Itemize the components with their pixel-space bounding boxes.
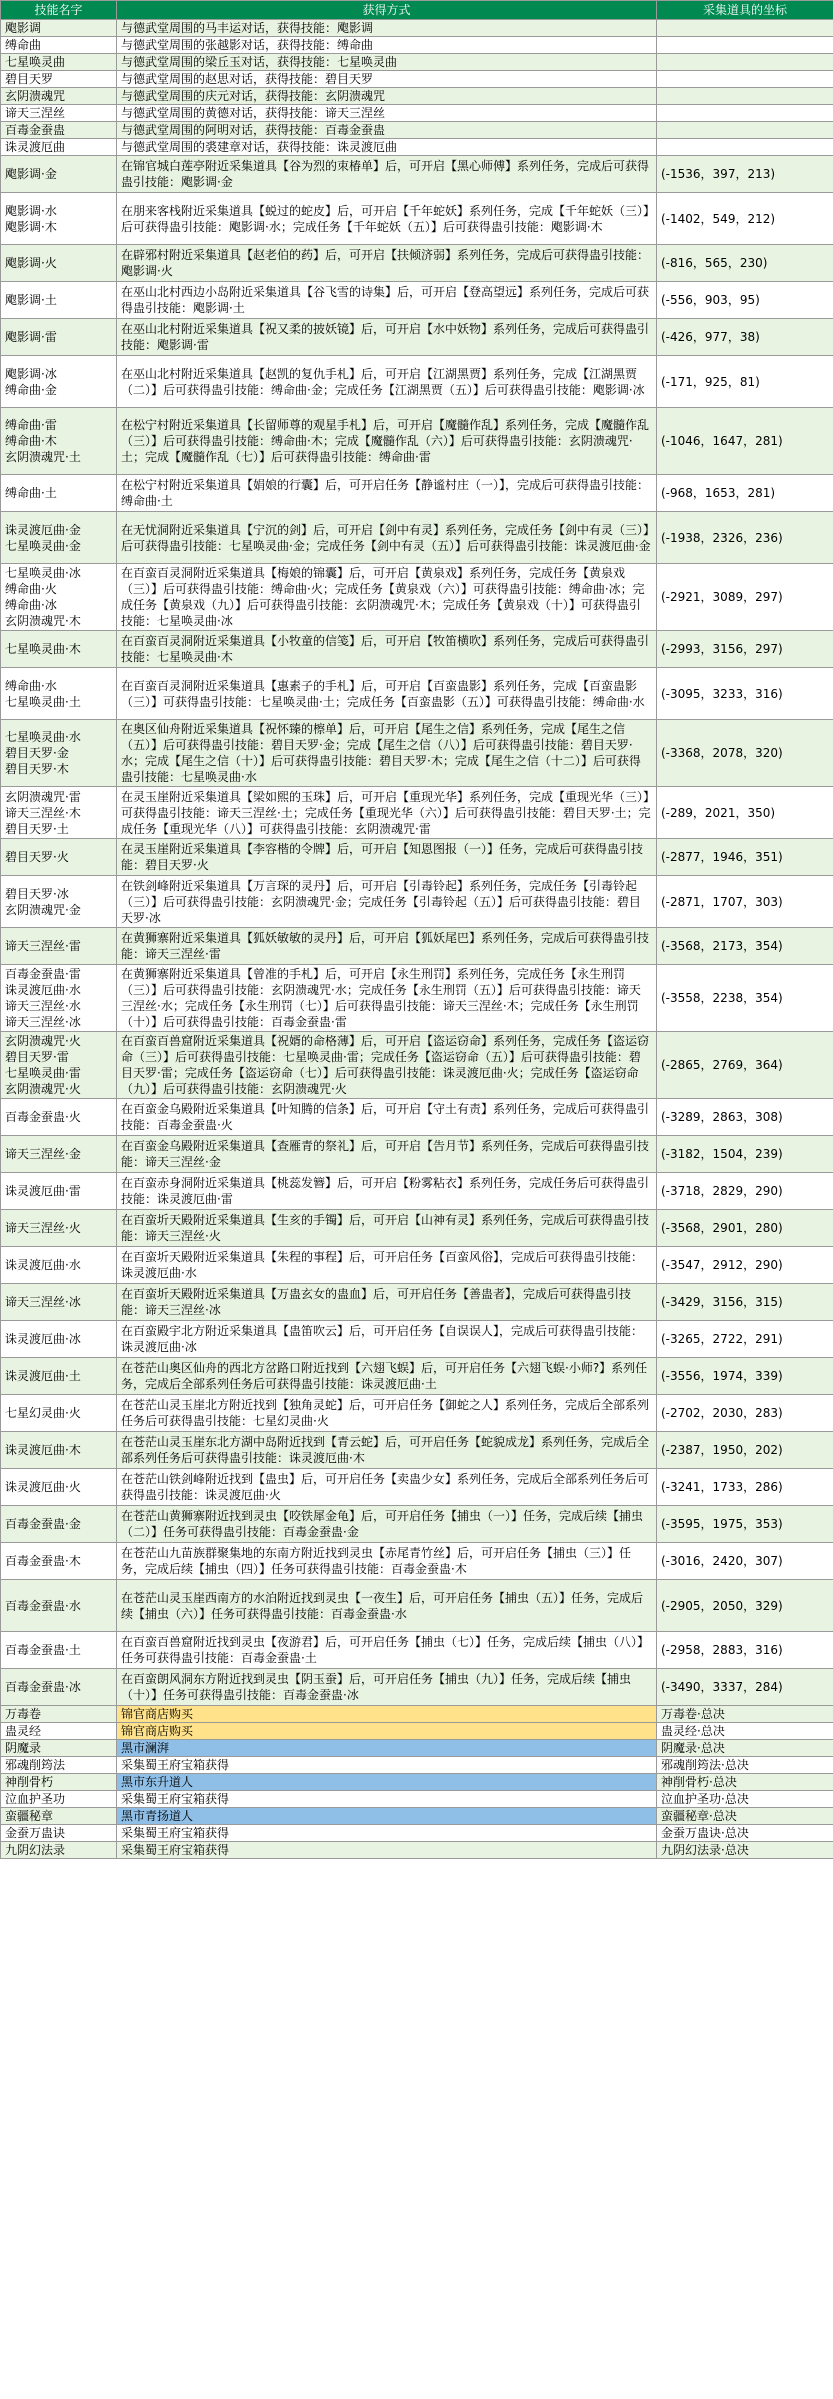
coords-cell: (-2865，2769，364): [657, 1032, 833, 1099]
coords-cell: (-3718，2829，290): [657, 1173, 833, 1210]
table-row: [1, 37, 833, 54]
method-cell: 在朋来客栈附近采集道具【蜕过的蛇皮】后，可开启【千年蛇妖】系列任务，完成【千年蛇妖（三）】后可获得蛊引技能：飑影调·水；完成任务【千年蛇妖（五）】后可获得蛊引技能：飑影调·木: [117, 193, 657, 245]
table-row: [1, 408, 833, 475]
table-row: [1, 1580, 833, 1632]
header-method: 获得方式: [117, 1, 657, 20]
skill-name-cell: 百毒金蚕蛊·雷 诛灵渡厄曲·水 谛天三涅丝·水 谛天三涅丝·冰: [1, 965, 117, 1032]
coords-cell: (-2871，1707，303): [657, 876, 833, 928]
table-row: [1, 1032, 833, 1099]
table-row: [1, 282, 833, 319]
skill-name-cell: 飑影调·冰 缚命曲·金: [1, 356, 117, 408]
skill-name-cell: 谛天三涅丝·冰: [1, 1284, 117, 1321]
coords-cell: (-3265，2722，291): [657, 1321, 833, 1358]
skill-name-cell: 谛天三涅丝: [1, 105, 117, 122]
skill-name-cell: 百毒金蚕蛊·冰: [1, 1669, 117, 1706]
table-row: [1, 928, 833, 965]
table-row: [1, 720, 833, 787]
table-row: [1, 1543, 833, 1580]
coords-cell: 蛊灵经·总决: [657, 1723, 833, 1740]
table-row: [1, 965, 833, 1032]
table-row: [1, 139, 833, 156]
coords-cell: (-3289，2863，308): [657, 1099, 833, 1136]
table-row: [1, 356, 833, 408]
coords-cell: (-1402，549，212): [657, 193, 833, 245]
table-row: [1, 1358, 833, 1395]
table-row: [1, 1173, 833, 1210]
method-cell: 在苍茫山灵玉崖北方附近找到【独角灵蛇】后，可开启任务【御蛇之人】系列任务，完成后全部系列任务后可获得蛊引技能：七星幻灵曲·火: [117, 1395, 657, 1432]
coords-cell: (-171，925，81): [657, 356, 833, 408]
coords-cell: (-2958，2883，316): [657, 1632, 833, 1669]
skill-name-cell: 七星唤灵曲·木: [1, 631, 117, 668]
skill-name-cell: 七星幻灵曲·火: [1, 1395, 117, 1432]
method-cell: 在百蛮圻天殿附近采集道具【朱程的事程】后，可开启任务【百蛮风俗】，完成后可获得蛊引技能：诛灵渡厄曲·水: [117, 1247, 657, 1284]
table-row: [1, 512, 833, 564]
table-row: [1, 71, 833, 88]
table-row: [1, 1774, 833, 1791]
skill-name-cell: 诛灵渡厄曲·金 七星唤灵曲·金: [1, 512, 117, 564]
coords-cell: (-3182，1504，239): [657, 1136, 833, 1173]
skill-name-cell: 诛灵渡厄曲·雷: [1, 1173, 117, 1210]
coords-cell: (-3556，1974，339): [657, 1358, 833, 1395]
method-cell: 与德武堂周围的庆元对话，获得技能：玄阴溃魂咒: [117, 88, 657, 105]
method-cell: 与德武堂周围的黄德对话，获得技能：谛天三涅丝: [117, 105, 657, 122]
header-skill-name: 技能名字: [1, 1, 117, 20]
coords-cell: (-816，565，230): [657, 245, 833, 282]
coords-cell: (-1046，1647，281): [657, 408, 833, 475]
coords-cell: (-3016，2420，307): [657, 1543, 833, 1580]
coords-cell: (-3490，3337，284): [657, 1669, 833, 1706]
skill-name-cell: 百毒金蚕蛊·土: [1, 1632, 117, 1669]
method-cell: 在黄狮寨附近采集道具【曾准的手札】后，可开启【永生刑罚】系列任务，完成任务【永生刑罚（三）】后可获得蛊引技能：玄阴溃魂咒·水；完成任务【永生刑罚（五）】后可获得蛊引技能：谛天三涅丝·水；完成任务【永生刑罚（七）】后可获得蛊引技能：谛天三涅丝·木；完成任务【永生刑罚（十）】后可获得蛊引技能：百毒金蚕蛊·雷: [117, 965, 657, 1032]
table-row: [1, 1395, 833, 1432]
coords-cell: 阴魔录·总决: [657, 1740, 833, 1757]
skill-name-cell: 玄阴溃魂咒: [1, 88, 117, 105]
coords-cell: (-2877，1946，351): [657, 839, 833, 876]
coords-cell: (-1938，2326，236): [657, 512, 833, 564]
skill-name-cell: 泣血护圣功: [1, 1791, 117, 1808]
method-cell: 在松宁村附近采集道具【娟娘的行囊】后，可开启任务【静谧村庄（一）】，完成后可获得蛊引技能：缚命曲·土: [117, 475, 657, 512]
skill-name-cell: 碧目天罗·冰 玄阴溃魂咒·金: [1, 876, 117, 928]
skill-name-cell: 万毒卷: [1, 1706, 117, 1723]
table-header-row: [1, 1, 833, 20]
table-row: [1, 20, 833, 37]
coords-cell: 九阴幻法录·总决: [657, 1842, 833, 1859]
skill-name-cell: 谛天三涅丝·金: [1, 1136, 117, 1173]
method-cell: 与德武堂周围的裘建章对话，获得技能：诛灵渡厄曲: [117, 139, 657, 156]
skill-name-cell: 百毒金蚕蛊·木: [1, 1543, 117, 1580]
table-row: [1, 1284, 833, 1321]
method-cell: 在巫山北村附近采集道具【祝又柔的披妖镜】后，可开启【水中妖物】系列任务，完成后可获得蛊引技能：飑影调·雷: [117, 319, 657, 356]
skill-name-cell: 蛊灵经: [1, 1723, 117, 1740]
coords-cell: 泣血护圣功·总决: [657, 1791, 833, 1808]
skill-name-cell: 飑影调·金: [1, 156, 117, 193]
coords-cell: [657, 105, 833, 122]
method-cell: 在百蛮百兽窟附近找到灵虫【夜游君】后，可开启任务【捕虫（七）】任务，完成后续【捕虫（八）】任务可获得蛊引技能：百毒金蚕蛊·土: [117, 1632, 657, 1669]
method-cell: 采集蜀王府宝箱获得: [117, 1791, 657, 1808]
method-cell: 在灵玉崖附近采集道具【李容楷的令牌】后，可开启【知恩图报（一）】任务，完成后可获得蛊引技能：碧目天罗·火: [117, 839, 657, 876]
method-cell: 在苍茫山灵玉崖东北方湖中岛附近找到【青云蛇】后，可开启任务【蛇貌成龙】系列任务，完成后全部系列任务后可获得蛊引技能：诛灵渡厄曲·木: [117, 1432, 657, 1469]
coords-cell: (-3558，2238，354): [657, 965, 833, 1032]
method-cell: 在苍茫山奥区仙舟的西北方岔路口附近找到【六翅飞蜈】后，可开启任务【六翅飞蜈·小师?】系列任务，完成后全部系列任务后可获得蛊引技能：诛灵渡厄曲·土: [117, 1358, 657, 1395]
table-row: [1, 839, 833, 876]
table-row: [1, 1432, 833, 1469]
method-cell: 在百蛮圻天殿附近采集道具【万蛊玄女的蛊血】后，可开启任务【善蛊者】，完成后可获得蛊引技能：谛天三涅丝·冰: [117, 1284, 657, 1321]
skill-name-cell: 邪魂削筠法: [1, 1757, 117, 1774]
method-cell: 锦官商店购买: [117, 1706, 657, 1723]
table-row: [1, 1136, 833, 1173]
coords-cell: (-3368，2078，320): [657, 720, 833, 787]
coords-cell: 金蚕万蛊诀·总决: [657, 1825, 833, 1842]
skill-name-cell: 碧目天罗: [1, 71, 117, 88]
method-cell: 在苍茫山灵玉崖西南方的水泊附近找到灵虫【一夜生】后，可开启任务【捕虫（五）】任务，完成后续【捕虫（六）】任务可获得蛊引技能：百毒金蚕蛊·水: [117, 1580, 657, 1632]
table-row: [1, 1757, 833, 1774]
method-cell: 在百蛮殿宇北方附近采集道具【蛊笛吹云】后，可开启任务【自误误人】，完成后可获得蛊引技能：诛灵渡厄曲·冰: [117, 1321, 657, 1358]
table-row: [1, 88, 833, 105]
skill-name-cell: 飑影调·火: [1, 245, 117, 282]
coords-cell: (-2993，3156，297): [657, 631, 833, 668]
skill-name-cell: 百毒金蚕蛊·水: [1, 1580, 117, 1632]
coords-cell: (-1536，397，213): [657, 156, 833, 193]
method-cell: 在百蛮百灵洞附近采集道具【小牧童的信笺】后，可开启【牧笛横吹】系列任务，完成后可获得蛊引技能：七星唤灵曲·木: [117, 631, 657, 668]
skill-name-cell: 诛灵渡厄曲·水: [1, 1247, 117, 1284]
method-cell: 与德武堂周围的梁丘玉对话，获得技能：七星唤灵曲: [117, 54, 657, 71]
table-row: [1, 1740, 833, 1757]
method-cell: 在松宁村附近采集道具【长留师尊的观星手札】后，可开启【魔髓作乱】系列任务，完成【魔髓作乱（三）】后可获得蛊引技能：缚命曲·木；完成【魔髓作乱（六）】后可获得蛊引技能：玄阴溃魂咒·土；完成【魔髓作乱（七）】后可获得蛊引技能：缚命曲·雷: [117, 408, 657, 475]
method-cell: 在黄狮寨附近采集道具【狐妖敏敏的灵丹】后，可开启【狐妖尾巴】系列任务，完成后可获得蛊引技能：谛天三涅丝·雷: [117, 928, 657, 965]
coords-cell: (-2387，1950，202): [657, 1432, 833, 1469]
method-cell: 与德武堂周围的马丰运对话，获得技能：飑影调: [117, 20, 657, 37]
skill-name-cell: 飑影调: [1, 20, 117, 37]
method-cell: 在无忧洞附近采集道具【宁沉的剑】后，可开启【剑中有灵】系列任务，完成任务【剑中有灵（三）】后可获得蛊引技能：七星唤灵曲·金；完成任务【剑中有灵（五）】后可获得蛊引技能：诛灵渡厄曲·金: [117, 512, 657, 564]
coords-cell: (-3241，1733，286): [657, 1469, 833, 1506]
skill-name-cell: 九阴幻法录: [1, 1842, 117, 1859]
skill-name-cell: 七星唤灵曲·水 碧目天罗·金 碧目天罗·木: [1, 720, 117, 787]
skill-name-cell: 缚命曲·土: [1, 475, 117, 512]
table-row: [1, 1099, 833, 1136]
coords-cell: 万毒卷·总决: [657, 1706, 833, 1723]
table-row: [1, 156, 833, 193]
skill-name-cell: 玄阴溃魂咒·火 碧目天罗·雷 七星唤灵曲·雷 玄阴溃魂咒·火: [1, 1032, 117, 1099]
table-body: [1, 20, 833, 1859]
method-cell: 在巫山北村西边小岛附近采集道具【谷飞雪的诗集】后，可开启【登高望远】系列任务，完成后可获得蛊引技能：飑影调·土: [117, 282, 657, 319]
coords-cell: (-968，1653，281): [657, 475, 833, 512]
table-row: [1, 1469, 833, 1506]
coords-cell: (-3568，2901，280): [657, 1210, 833, 1247]
skill-name-cell: 七星唤灵曲·冰 缚命曲·火 缚命曲·冰 玄阴溃魂咒·木: [1, 564, 117, 631]
skill-name-cell: 诛灵渡厄曲·木: [1, 1432, 117, 1469]
method-cell: 在百蛮百兽窟附近采集道具【祝婿的命格薄】后，可开启【盗运窃命】系列任务，完成任务【盗运窃命（三）】后可获得蛊引技能：七星唤灵曲·雷；完成任务【盗运窃命（五）】后可获得蛊引技能：碧目天罗·雷；完成任务【盗运窃命（七）】后可获得蛊引技能：诛灵渡厄曲·火；完成任务【盗运窃命（九）】后可获得蛊引技能：玄阴溃魂咒·火: [117, 1032, 657, 1099]
coords-cell: 邪魂削筠法·总决: [657, 1757, 833, 1774]
method-cell: 在苍茫山黄狮寨附近找到灵虫【咬铁犀金龟】后，可开启任务【捕虫（一）】任务，完成后续【捕虫（二）】任务可获得蛊引技能：百毒金蚕蛊·金: [117, 1506, 657, 1543]
coords-cell: (-3429，3156，315): [657, 1284, 833, 1321]
table-row: [1, 193, 833, 245]
table-row: [1, 876, 833, 928]
method-cell: 黑市澜湃: [117, 1740, 657, 1757]
method-cell: 在百蛮百灵洞附近采集道具【梅娘的锦囊】后，可开启【黄泉戏】系列任务，完成任务【黄泉戏（三）】后可获得蛊引技能：缚命曲·火；完成任务【黄泉戏（六）】可获得蛊引技能：缚命曲·冰；完成任务【黄泉戏（九）】后可获得蛊引技能：玄阴溃魂咒·木；完成任务【黄泉戏（十）】可获得蛊引技能：七星唤灵曲·冰: [117, 564, 657, 631]
method-cell: 在铁剑峰附近采集道具【万言琛的灵丹】后，可开启【引毒铃起】系列任务，完成任务【引毒铃起（三）】后可获得蛊引技能：玄阴溃魂咒·金；完成任务【引毒铃起（五）】后可获得蛊引技能：碧目天罗·冰: [117, 876, 657, 928]
skill-name-cell: 金蚕万蛊诀: [1, 1825, 117, 1842]
coords-cell: [657, 20, 833, 37]
table-row: [1, 668, 833, 720]
method-cell: 采集蜀王府宝箱获得: [117, 1825, 657, 1842]
skill-name-cell: 诛灵渡厄曲·土: [1, 1358, 117, 1395]
skill-name-cell: 百毒金蚕蛊·火: [1, 1099, 117, 1136]
table-row: [1, 245, 833, 282]
skill-name-cell: 百毒金蚕蛊: [1, 122, 117, 139]
skill-name-cell: 七星唤灵曲: [1, 54, 117, 71]
coords-cell: (-3095，3233，316): [657, 668, 833, 720]
table-row: [1, 1842, 833, 1859]
skill-name-cell: 阴魔录: [1, 1740, 117, 1757]
method-cell: 在百蛮金乌殿附近采集道具【查雁青的祭礼】后，可开启【告月节】系列任务，完成后可获得蛊引技能：谛天三涅丝·金: [117, 1136, 657, 1173]
skill-name-cell: 诛灵渡厄曲·冰: [1, 1321, 117, 1358]
coords-cell: [657, 71, 833, 88]
table-row: [1, 1825, 833, 1842]
table-row: [1, 1321, 833, 1358]
coords-cell: [657, 88, 833, 105]
coords-cell: (-3595，1975，353): [657, 1506, 833, 1543]
table-row: [1, 122, 833, 139]
skill-name-cell: 飑影调·雷: [1, 319, 117, 356]
table-row: [1, 1723, 833, 1740]
method-cell: 黑市东升道人: [117, 1774, 657, 1791]
method-cell: 与德武堂周围的张越影对话，获得技能：缚命曲: [117, 37, 657, 54]
skill-name-cell: 诛灵渡厄曲·火: [1, 1469, 117, 1506]
method-cell: 与德武堂周围的阿明对话，获得技能：百毒金蚕蛊: [117, 122, 657, 139]
table-row: [1, 787, 833, 839]
method-cell: 采集蜀王府宝箱获得: [117, 1842, 657, 1859]
table-row: [1, 319, 833, 356]
table-row: [1, 631, 833, 668]
coords-cell: [657, 37, 833, 54]
coords-cell: (-2905，2050，329): [657, 1580, 833, 1632]
method-cell: 在百蛮圻天殿附近采集道具【生亥的手镯】后，可开启【山神有灵】系列任务，完成后可获得蛊引技能：谛天三涅丝·火: [117, 1210, 657, 1247]
table-row: [1, 1247, 833, 1284]
skill-name-cell: 百毒金蚕蛊·金: [1, 1506, 117, 1543]
skill-name-cell: 飑影调·土: [1, 282, 117, 319]
table-row: [1, 1791, 833, 1808]
coords-cell: (-3568，2173，354): [657, 928, 833, 965]
table-row: [1, 1506, 833, 1543]
coords-cell: (-2921，3089，297): [657, 564, 833, 631]
method-cell: 在百蛮百灵洞附近采集道具【惠素子的手札】后，可开启【百蛮蛊影】系列任务，完成【百蛮蛊影（三）】可获得蛊引技能：七星唤灵曲·土；完成任务【百蛮蛊影（五）】可获得蛊引技能：缚命曲·水: [117, 668, 657, 720]
method-cell: 锦官商店购买: [117, 1723, 657, 1740]
table-row: [1, 475, 833, 512]
skill-name-cell: 蛮疆秘章: [1, 1808, 117, 1825]
header-coords: 采集道具的坐标: [657, 1, 833, 20]
coords-cell: (-426，977，38): [657, 319, 833, 356]
method-cell: 在百蛮赤身洞附近采集道具【桃蕊发簪】后，可开启【粉雾粘衣】系列任务，完成任务后可获得蛊引技能：诛灵渡厄曲·雷: [117, 1173, 657, 1210]
skill-name-cell: 诛灵渡厄曲: [1, 139, 117, 156]
method-cell: 在锦官城白莲亭附近采集道具【谷为烈的朿椿单】后，可开启【黑心师傅】系列任务，完成后可获得蛊引技能：飑影调·金: [117, 156, 657, 193]
skill-name-cell: 缚命曲·水 七星唤灵曲·土: [1, 668, 117, 720]
method-cell: 在灵玉崖附近采集道具【梁如熙的玉珠】后，可开启【重现光华】系列任务，完成【重现光华（三）】可获得蛊引技能：谛天三涅丝·土；完成任务【重现光华（六）】后可获得蛊引技能：碧目天罗·土；完成任务【重现光华（八）】可获得蛊引技能：玄阴溃魂咒·雷: [117, 787, 657, 839]
skill-name-cell: 缚命曲: [1, 37, 117, 54]
method-cell: 在百蛮朗风洞东方附近找到灵虫【阴玉蚕】后，可开启任务【捕虫（九）】任务，完成后续【捕虫（十）】任务可获得蛊引技能：百毒金蚕蛊·冰: [117, 1669, 657, 1706]
table-row: [1, 1669, 833, 1706]
coords-cell: [657, 54, 833, 71]
skill-name-cell: 神削骨朽: [1, 1774, 117, 1791]
skill-name-cell: 谛天三涅丝·雷: [1, 928, 117, 965]
method-cell: 在百蛮金乌殿附近采集道具【叶知腾的信条】后，可开启【守土有责】系列任务，完成后可获得蛊引技能：百毒金蚕蛊·火: [117, 1099, 657, 1136]
method-cell: 在巫山北村附近采集道具【赵凯的复仇手札】后，可开启【江湖黑贾】系列任务，完成【江湖黑贾（二）】后可获得蛊引技能：缚命曲·金；完成任务【江湖黑贾（五）】后可获得蛊引技能：飑影调·冰: [117, 356, 657, 408]
coords-cell: (-556，903，95): [657, 282, 833, 319]
skill-name-cell: 缚命曲·雷 缚命曲·木 玄阴溃魂咒·土: [1, 408, 117, 475]
method-cell: 黑市青扬道人: [117, 1808, 657, 1825]
coords-cell: 蛮疆秘章·总决: [657, 1808, 833, 1825]
method-cell: 在苍茫山铁剑峰附近找到【蛊虫】后，可开启任务【卖蛊少女】系列任务，完成后全部系列任务后可获得蛊引技能：诛灵渡厄曲·火: [117, 1469, 657, 1506]
skill-name-cell: 谛天三涅丝·火: [1, 1210, 117, 1247]
method-cell: 在苍茫山九苗族群聚集地的东南方附近找到灵虫【赤尾青竹丝】后，可开启任务【捕虫（三）】任务，完成后续【捕虫（四）】任务可获得蛊引技能：百毒金蚕蛊·木: [117, 1543, 657, 1580]
table-row: [1, 105, 833, 122]
skill-name-cell: 玄阴溃魂咒·雷 谛天三涅丝·木 碧目天罗·土: [1, 787, 117, 839]
coords-cell: (-289，2021，350): [657, 787, 833, 839]
method-cell: 在辟邪村附近采集道具【赵老伯的药】后，可开启【扶倾济弱】系列任务，完成后可获得蛊引技能：飑影调·火: [117, 245, 657, 282]
coords-cell: 神削骨朽·总决: [657, 1774, 833, 1791]
skill-name-cell: 碧目天罗·火: [1, 839, 117, 876]
coords-cell: [657, 122, 833, 139]
skill-name-cell: 飑影调·水 飑影调·木: [1, 193, 117, 245]
table-row: [1, 1706, 833, 1723]
method-cell: 采集蜀王府宝箱获得: [117, 1757, 657, 1774]
coords-cell: (-2702，2030，283): [657, 1395, 833, 1432]
coords-cell: (-3547，2912，290): [657, 1247, 833, 1284]
table-row: [1, 54, 833, 71]
table-row: [1, 1210, 833, 1247]
table-row: [1, 1632, 833, 1669]
coords-cell: [657, 139, 833, 156]
method-cell: 在奥区仙舟附近采集道具【祝怀臻的檫单】后，可开启【尾生之信】系列任务，完成【尾生之信（五）】后可获得蛊引技能：碧目天罗·金；完成【尾生之信（八）】后可获得蛊引技能：碧目天罗·水；完成【尾生之信（十）】后可获得蛊引技能：碧目天罗·木；完成【尾生之信（十二）】后可获得蛊引技能：七星唤灵曲·水: [117, 720, 657, 787]
method-cell: 与德武堂周围的赵思对话，获得技能：碧目天罗: [117, 71, 657, 88]
table-row: [1, 1808, 833, 1825]
table-row: [1, 564, 833, 631]
